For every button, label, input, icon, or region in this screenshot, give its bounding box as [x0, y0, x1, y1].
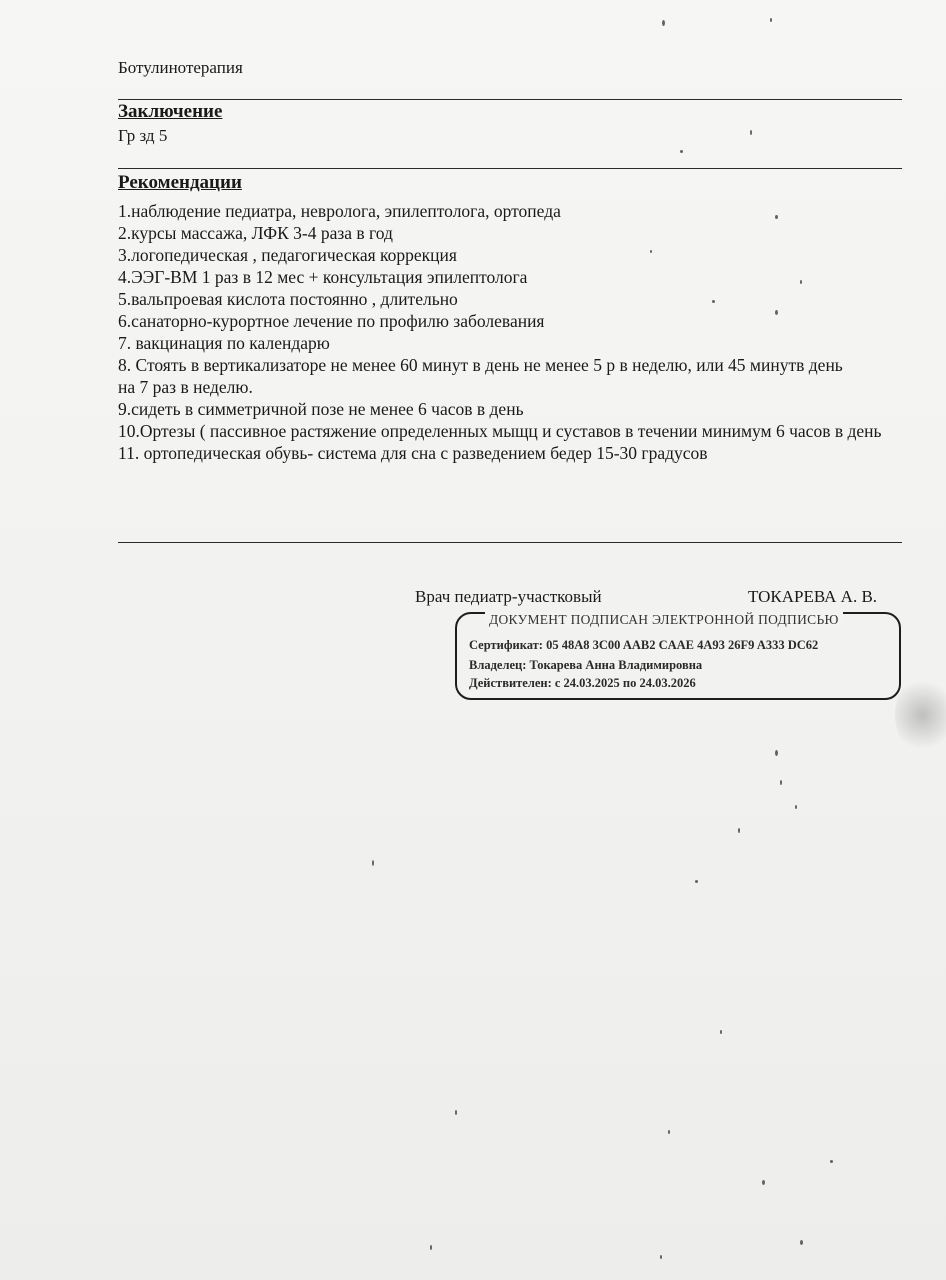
scan-speck [738, 828, 740, 833]
divider [118, 542, 902, 543]
scan-speck [775, 750, 778, 756]
list-item: 3.логопедическая , педагогическая коррекция [118, 245, 457, 265]
list-item: 7. вакцинация по календарю [118, 333, 330, 353]
divider [118, 168, 902, 169]
list-item: 11. ортопедическая обувь- система для сна с разведением бедер 15-30 градусов [118, 443, 708, 463]
stamp-owner: Владелец: Токарева Анна Владимировна [469, 658, 703, 672]
divider [118, 99, 902, 100]
conclusion-text: Гр зд 5 [118, 126, 168, 145]
scan-speck [750, 130, 752, 135]
list-item: 6.санаторно-курортное лечение по профилю заболевания [118, 311, 545, 331]
stamp-certificate: Сертификат: 05 48A8 3C00 AAB2 CAAE 4A93 26F9 A333 DC62 [469, 638, 819, 652]
recommendations-title: Рекомендации [118, 172, 242, 193]
scan-speck [775, 215, 778, 219]
list-item: 2.курсы массажа, ЛФК 3-4 раза в год [118, 223, 393, 243]
stamp-title: ДОКУМЕНТ ПОДПИСАН ЭЛЕКТРОННОЙ ПОДПИСЬЮ [485, 612, 843, 628]
electronic-signature-stamp [455, 612, 901, 700]
conclusion-title: Заключение [118, 101, 223, 122]
scan-speck [695, 880, 698, 883]
scan-speck [762, 1180, 765, 1185]
scan-speck [775, 310, 778, 315]
scan-speck [830, 1160, 833, 1163]
scan-speck [780, 780, 782, 785]
scan-speck [430, 1245, 432, 1250]
doctor-role: Врач педиатр-участковый [415, 587, 602, 606]
recommendations-list [118, 200, 908, 464]
scan-speck [455, 1110, 457, 1115]
scan-speck [720, 1030, 722, 1034]
scan-speck [668, 1130, 670, 1134]
scan-speck [800, 280, 802, 284]
scan-speck [662, 20, 665, 26]
list-item: 1.наблюдение педиатра, невролога, эпилептолога, ортопеда [118, 201, 561, 221]
list-item: 9.сидеть в симметричной позе не менее 6 часов в день [118, 399, 524, 419]
scan-speck [680, 150, 683, 153]
doctor-name: ТОКАРЕВА А. В. [748, 587, 878, 606]
previous-section-item: Ботулинотерапия [118, 58, 243, 77]
stamp-validity: Действителен: с 24.03.2025 по 24.03.2026 [469, 676, 696, 690]
scan-speck [650, 250, 652, 253]
list-item: 10.Ортезы ( пассивное растяжение определенных мыщц и суставов в течении минимум 6 часов в день [118, 421, 882, 441]
scan-speck [660, 1255, 662, 1259]
list-item: 4.ЭЭГ-ВМ 1 раз в 12 мес + консультация эпилептолога [118, 267, 528, 287]
scan-speck [795, 805, 797, 809]
list-item: 8. Стоять в вертикализаторе не менее 60 минут в день не менее 5 р в неделю, или 45 минутв день на 7 раз в неделю. [118, 355, 843, 397]
scan-speck [372, 860, 374, 866]
scan-speck [800, 1240, 803, 1245]
list-item: 5.вальпроевая кислота постоянно , длительно [118, 289, 458, 309]
scan-speck [770, 18, 772, 22]
scan-speck [712, 300, 715, 303]
scan-smudge [895, 675, 946, 755]
